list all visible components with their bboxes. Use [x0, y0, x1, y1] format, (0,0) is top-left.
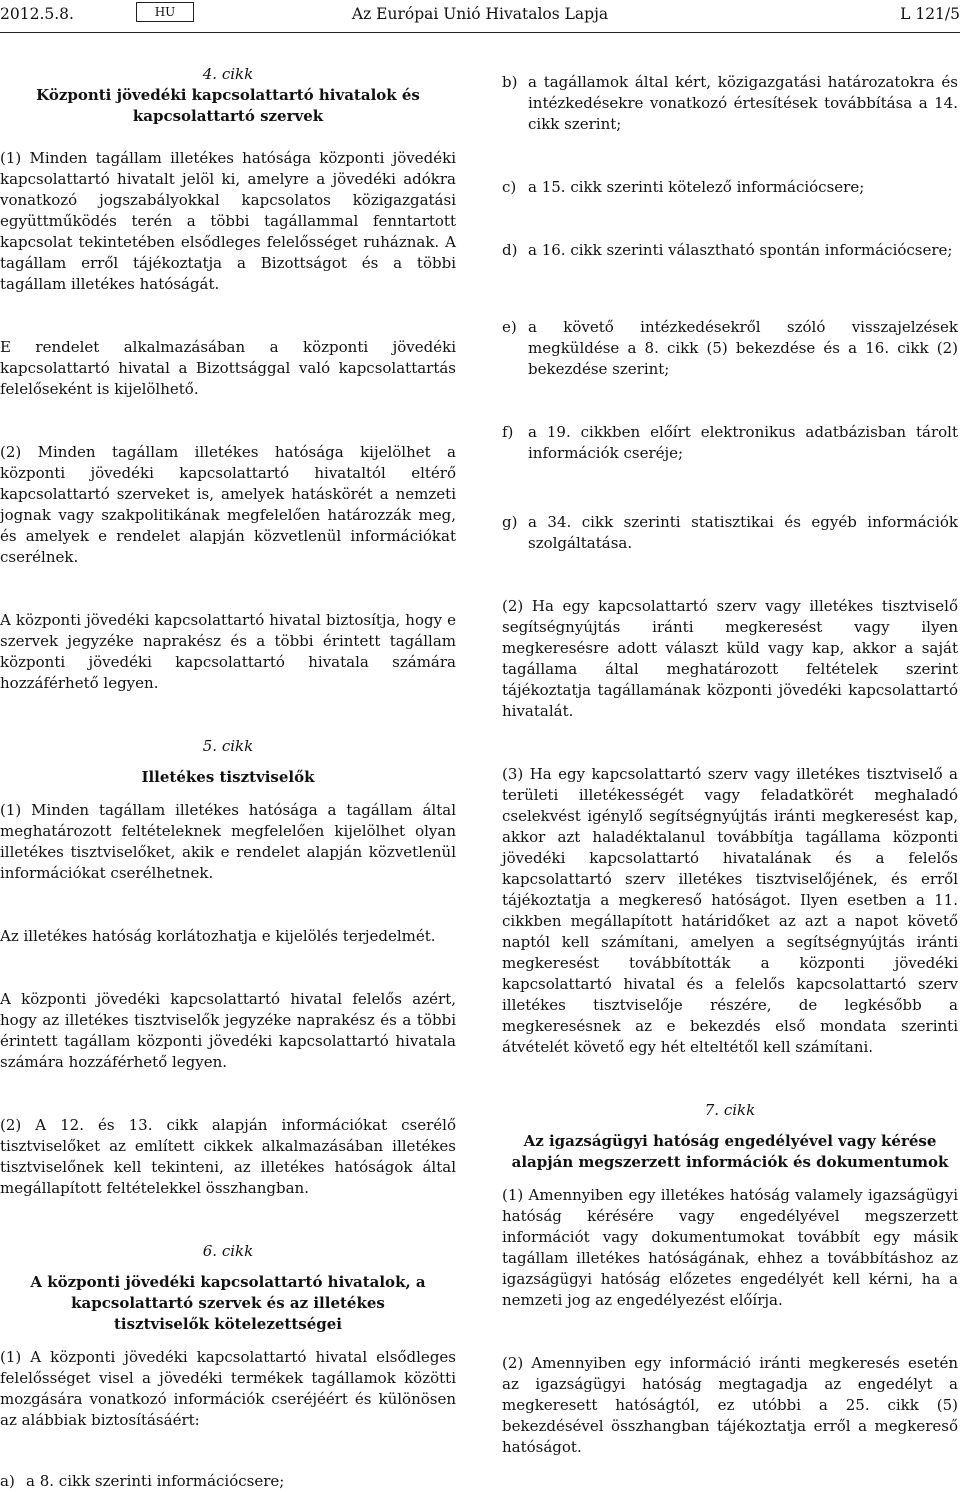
right-column	[502, 72, 958, 1458]
list-item-label: b)	[502, 73, 518, 91]
article-7-number: 7. cikk	[704, 1101, 756, 1119]
left-column	[0, 64, 456, 1492]
list-item-text: a 34. cikk szerinti statisztikai és egyéb információk szolgáltatása.	[528, 513, 958, 552]
list-item-text: a követő intézkedésekről szóló visszajelzések megküldése a 8. cikk (5) bekezdése és a 16. cikk (2) bekezdése szerint;	[528, 318, 958, 378]
page-header	[0, 0, 960, 33]
list-item-text: a 19. cikkben előírt elektronikus adatbázisban tárolt információk cseréje;	[528, 423, 958, 462]
article-6-paragraph-1: (1) A központi jövedéki kapcsolattartó hivatal elsődleges felelősséget visel a jövedéki termékek tagállamok közötti mozgására vonatkozó információk cseréjéért és különösen az alábbiak biztosításáért:	[0, 1348, 456, 1429]
article-6-paragraph-3: (3) Ha egy kapcsolattartó szerv vagy illetékes tisztviselő a területi illetékességét vagy feladatkörét meghaladó cselekvést igénylő segítségnyújtás iránti megkeresést kap, akkor azt haladéktalanul továbbítja tagállama központi jövedéki kapcsolattartó hivatalának és a felelős kapcsolattartó szerv illetékes tisztviselőjének, és erről tájékoztatja a megkereső hatóságot. Ilyen esetben a 11. cikkben megállapított határidőket az azt a napot követő naptól kell számítani, amelyen a segítségnyújtás iránti megkeresést továbbították a központi jövedéki kapcsolattartó hivatal és a felelős kapcsolattartó szerv illetékes tisztviselője részére, de legkésőbb a megkeresésnek az e bekezdés első mondata szerinti átvételét követő egy hét elteltétől kell számítani.	[502, 765, 958, 1056]
article-7-paragraph-2: (2) Amennyiben egy információ iránti megkeresés esetén az igazságügyi hatóság megtagadja az engedélyt a megkeresett hatóságtól, ez utóbbi a 25. cikk (5) bekezdésével összhangban tájékoztatja erről a megkereső hatóságot.	[502, 1354, 958, 1456]
list-item-label: a)	[0, 1472, 15, 1490]
list-item-text: a 15. cikk szerinti kötelező információcsere;	[528, 178, 865, 196]
list-item-label: c)	[502, 178, 517, 196]
article-4-paragraph-1: (1) Minden tagállam illetékes hatósága központi jövedéki kapcsolattartó hivatalt jelöl ki, amelyre a jövedéki adókra vonatkozó jogszabályokkal kapcsolatos közigazgatási együttműködés terén a többi tagállammal fenntartott kapcsolat tekintetében elsődleges felelősséget ruháznak. A tagállam erről tájékoztatja a Bizottságot és a többi tagállam illetékes hatóságát.	[0, 149, 456, 293]
article-5-paragraph-2: (2) A 12. és 13. cikk alapján információkat cserélő tisztviselőket az említett cikkek alkalmazásában illetékes tisztviselőnek kell tekinteni, az illetékes hatóságok által megállapított feltételekkel összhangban.	[0, 1116, 456, 1197]
article-4-paragraph-1-sub: E rendelet alkalmazásában a központi jövedéki kapcsolattartó hivatal a Bizottsággal való kapcsolattartás felelőseként is kijelölhető.	[0, 338, 456, 398]
list-item-label: e)	[502, 318, 517, 336]
list-item-text: a 16. cikk szerinti választható spontán információcsere;	[528, 241, 953, 259]
article-5-paragraph-1-sub-1: Az illetékes hatóság korlátozhatja e kijelölés terjedelmét.	[0, 927, 436, 945]
list-item-text: a tagállamok által kért, közigazgatási határozatokra és intézkedésekre vonatkozó értesítések továbbítása a 14. cikk szerint;	[528, 73, 958, 133]
article-6-paragraph-2: (2) Ha egy kapcsolattartó szerv vagy illetékes tisztviselő segítségnyújtás iránti megkeresést vagy ilyen megkeresésre adott választ küld vagy kap, akkor a saját tagállama által meghatározott feltételek szerint tájékoztatja tagállamának központi jövedéki kapcsolattartó hivatalát.	[502, 597, 958, 720]
publication-date: 2012.5.8.	[0, 5, 74, 23]
list-item-d	[502, 240, 958, 261]
list-item-e	[502, 317, 958, 380]
list-item-b	[502, 72, 958, 135]
list-item-label: d)	[502, 241, 518, 259]
language-badge: HU	[136, 2, 194, 22]
article-4-title: Központi jövedéki kapcsolattartó hivatalok és kapcsolattartó szervek	[36, 86, 420, 125]
article-4-paragraph-2-sub: A központi jövedéki kapcsolattartó hivatal biztosítja, hogy e szervek jegyzéke naprakész és a többi érintett tagállam központi jövedéki kapcsolattartó hivatala számára hozzáférhető legyen.	[0, 611, 456, 692]
journal-title: Az Európai Unió Hivatalos Lapja	[351, 5, 609, 23]
list-item-c	[502, 177, 958, 198]
list-item-g	[502, 512, 958, 554]
article-5-paragraph-1: (1) Minden tagállam illetékes hatósága a tagállam által meghatározott feltételeknek megfelelően kijelölhet olyan illetékes tisztviselőket, akik e rendelet alapján közvetlenül információkat cserélhetnek.	[0, 801, 456, 882]
article-5-paragraph-1-sub-2: A központi jövedéki kapcsolattartó hivatal felelős azért, hogy az illetékes tisztviselők jegyzéke naprakész és a többi érintett tagállam központi jövedéki kapcsolattartó hivatala számára hozzáférhető legyen.	[0, 990, 456, 1071]
article-4-paragraph-2: (2) Minden tagállam illetékes hatósága kijelölhet a központi jövedéki kapcsolattartó hivataltól eltérő kapcsolattartó szerveket is, amelyek hatáskörét a nemzeti jognak vagy szakpolitikának megfelelően határozzák meg, és amelyek e rendelet alapján közvetlenül információkat cserélnek.	[0, 443, 456, 566]
list-item-text: a 8. cikk szerinti információcsere;	[26, 1472, 285, 1490]
article-4-number: 4. cikk	[202, 65, 254, 83]
article-5-title: Illetékes tisztviselők	[141, 768, 315, 786]
article-6-title: A központi jövedéki kapcsolattartó hivatalok, a kapcsolattartó szervek és az illetékes tisztviselők kötelezettségei	[30, 1273, 426, 1333]
article-5-number: 5. cikk	[202, 737, 254, 755]
article-6-number: 6. cikk	[202, 1242, 254, 1260]
list-item-label: f)	[502, 423, 514, 441]
list-item-a	[0, 1471, 456, 1492]
article-7-title: Az igazságügyi hatóság engedélyével vagy kérése alapján megszerzett információk és dokumentumok	[511, 1132, 949, 1171]
list-item-f	[502, 422, 958, 464]
page-number: L 121/5	[900, 5, 960, 23]
list-item-label: g)	[502, 513, 518, 531]
article-7-paragraph-1: (1) Amennyiben egy illetékes hatóság valamely igazságügyi hatóság kérésére vagy engedélyével megszerzett információt vagy dokumentumokat továbbít egy másik tagállam illetékes hatóságának, ehhez a továbbításhoz az igazságügyi hatóság előzetes engedélyét kell kérni, ha a nemzeti jog az engedélyezést előírja.	[502, 1186, 958, 1309]
